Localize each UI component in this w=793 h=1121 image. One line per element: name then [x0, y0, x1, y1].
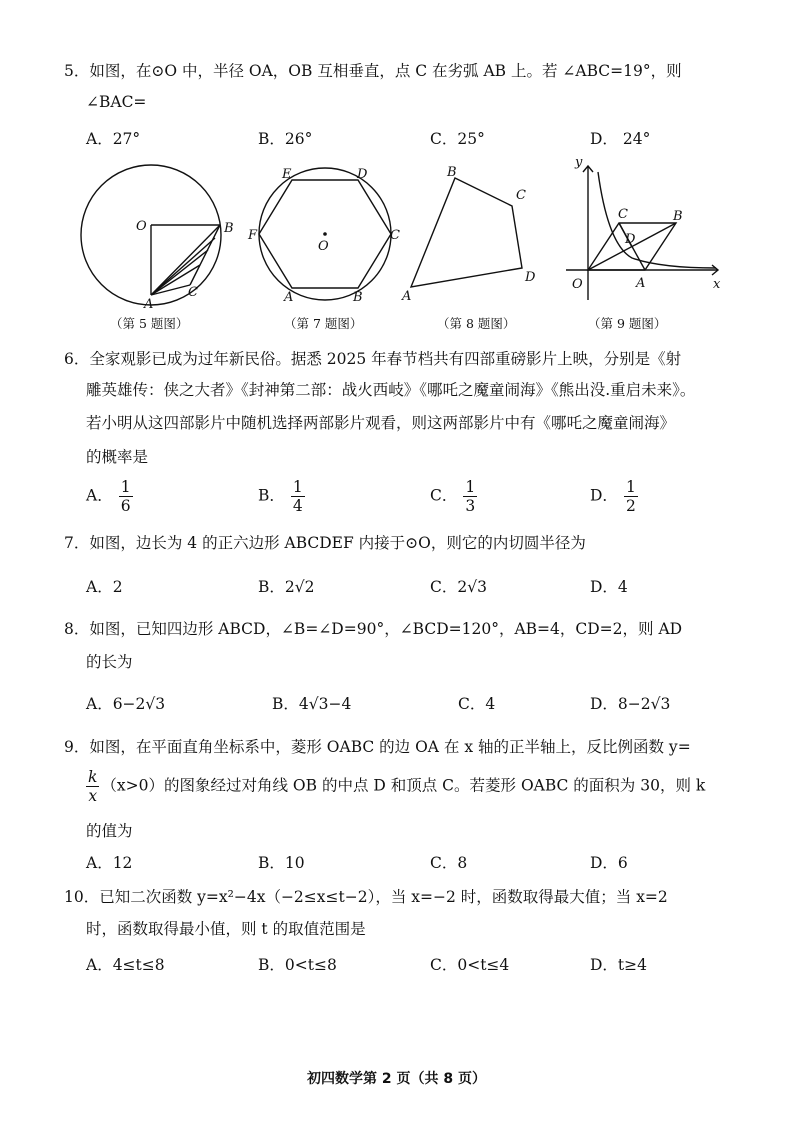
fig8-caption: （第 8 题图）: [437, 316, 516, 331]
q6-option-b: B． $\frac{1}{4}$: [258, 478, 303, 515]
q6-stem-line3: 若小明从这四部影片中随机选择两部影片观看，则这两部影片中有《哪吒之魔童闹海》: [86, 414, 676, 432]
q6-option-d: D． $\frac{1}{2}$: [590, 478, 636, 515]
fig9-caption: （第 9 题图）: [588, 316, 667, 331]
fig8-quadrilateral: [411, 178, 522, 287]
q6-stem-line2: 雕英雄传：侠之大者》《封神第二部：战火西岐》《哪吒之魔童闹海》《熊出没.重启未来》。: [86, 381, 696, 399]
figure-5: [81, 165, 221, 305]
q10-option-b: B．0<t≤8: [258, 956, 337, 974]
q8-option-d: D．8−2√3: [590, 695, 671, 713]
fig5-label-c: C: [188, 285, 198, 300]
fig9-label-c: C: [618, 207, 628, 222]
fig8-label-d: D: [525, 270, 536, 285]
fig7-label-o: O: [318, 239, 329, 254]
q7-option-d: D．4: [590, 578, 628, 596]
fig9-label-y: y: [575, 155, 583, 170]
q8-stem-line1: 8．如图，已知四边形 ABCD，∠B=∠D=90°，∠BCD=120°，AB=4，CD=2，则 AD: [64, 620, 683, 638]
q10-option-c: C．0<t≤4: [430, 956, 510, 974]
fig8-label-c: C: [516, 188, 526, 203]
fig7-caption: （第 7 题图）: [284, 316, 363, 331]
q10-stem-line2: 时，函数取得最小值，则 t 的取值范围是: [86, 920, 366, 938]
q6-stem-line1: 6．全家观影已成为过年新民俗。据悉 2025 年春节档共有四部重磅影片上映，分别是《射: [64, 350, 682, 368]
q7-option-b: B．2√2: [258, 578, 315, 596]
q8-option-c: C．4: [458, 695, 496, 713]
figure-8: [411, 178, 522, 287]
q10-option-a: A．4≤t≤8: [86, 956, 165, 974]
fig9-label-a: A: [636, 276, 646, 291]
q5-option-a: A．27°: [86, 130, 141, 148]
q10-stem-line1: 10．已知二次函数 y=x²−4x（−2≤x≤t−2），当 x=−2 时，函数取得最大值；当 x=2: [64, 888, 668, 906]
q7-option-c: C．2√3: [430, 578, 487, 596]
page-footer: 初四数学第 2 页（共 8 页）: [307, 1071, 486, 1087]
q7-stem: 7．如图，边长为 4 的正六边形 ABCDEF 内接于⊙O，则它的内切圆半径为: [64, 534, 586, 552]
q6-option-a: A． $\frac{1}{6}$: [86, 478, 131, 515]
q5-stem-line2: ∠BAC=: [86, 93, 147, 111]
q9-option-c: C．8: [430, 854, 468, 872]
q9-stem-line3: 的值为: [86, 822, 133, 840]
fig7-label-b: B: [353, 290, 363, 305]
q9-stem-line1: 9．如图，在平面直角坐标系中，菱形 OABC 的边 OA 在 x 轴的正半轴上，反比例函数 y=: [64, 738, 691, 756]
q10-option-d: D．t≥4: [590, 956, 648, 974]
q5-option-b: B．26°: [258, 130, 313, 148]
q8-option-b: B．4√3−4: [272, 695, 352, 713]
q5-option-c: C．25°: [430, 130, 485, 148]
fig9-label-x: x: [713, 277, 721, 292]
figures-row: [70, 150, 750, 325]
q6-stem-line4: 的概率是: [86, 448, 149, 466]
fig7-label-e: E: [282, 167, 292, 182]
fig7-label-d: D: [357, 167, 368, 182]
q9-option-b: B．10: [258, 854, 305, 872]
fig5-label-o: O: [136, 219, 147, 234]
q5-option-d: D． 24°: [590, 130, 651, 148]
fig5-label-a: A: [144, 297, 154, 312]
fig9-hyperbola: [598, 172, 716, 268]
q7-option-a: A．2: [86, 578, 123, 596]
fig5-chord-bc: [190, 225, 220, 285]
q9-option-d: D．6: [590, 854, 628, 872]
q9-stem-line2: $\frac{k}{x}$ （x>0）的图象经过对角线 OB 的中点 D 和顶点 C。若菱形 OABC 的面积为 30，则 k: [88, 768, 706, 805]
fig5-caption: （第 5 题图）: [110, 316, 189, 331]
q8-stem-line2: 的长为: [86, 653, 133, 671]
fig5-chord-ab: [151, 225, 220, 295]
q9-option-a: A．12: [86, 854, 133, 872]
fig5-label-b: B: [224, 221, 234, 236]
fig7-label-c: C: [390, 228, 400, 243]
q5-stem-line1: 5．如图，在⊙O 中，半径 OA，OB 互相垂直，点 C 在劣弧 AB 上。若 ∠ABC=19°，则: [64, 62, 682, 80]
fig9-label-b: B: [673, 209, 683, 224]
fig7-label-f: F: [248, 228, 258, 243]
fig7-center-dot: [323, 232, 327, 236]
fig9-label-o: O: [572, 277, 583, 292]
q6-option-c: C． $\frac{1}{3}$: [430, 478, 476, 515]
fig8-label-a: A: [402, 289, 412, 304]
fig9-label-d: D: [625, 232, 636, 247]
fig7-label-a: A: [284, 290, 294, 305]
fig8-label-b: B: [447, 165, 457, 180]
q8-option-a: A．6−2√3: [86, 695, 166, 713]
